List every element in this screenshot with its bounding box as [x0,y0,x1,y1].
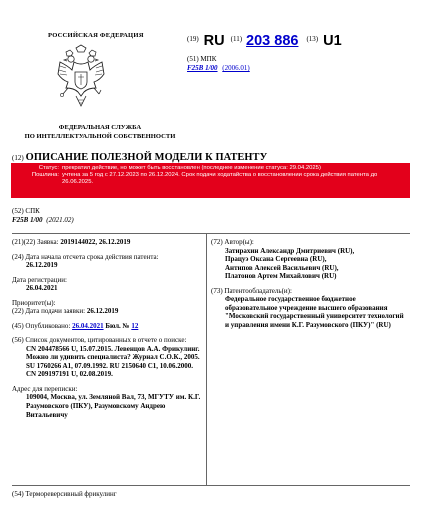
fee-row [15,172,406,186]
author-item: Антипов Алексей Васильевич (RU), [225,263,339,272]
spk-block [12,207,74,225]
filing-value: 26.12.2019 [86,307,119,316]
patent-holder-field: (73) Патентообладатель(и): Федеральное государственное бюджетное образовательное учреждение высшего образования "Московский государственный университет технологий и управления имени К.Г. Разумовского (ПКУ)" (RU) [211,287,409,330]
author-item: Платонов Артем Михайлович (RU) [225,272,337,281]
term-start-value: 26.12.2019 [26,261,58,270]
registration-field: Дата регистрации: 26.04.2021 [12,276,202,293]
mpk-date-link[interactable]: (2006.01) [222,64,250,73]
country-name: РОССИЙСКАЯ ФЕДЕРАЦИЯ [48,32,144,39]
authors-field: (72) Автор(ы): Затирахин Александр Дмитриевич (RU), Працуэ Оксана Сергеевна (RU), Антипов Алексей Васильевич (RU), Платонов Артем Михайлович (RU) [211,238,409,281]
bulletin-number-link[interactable]: 12 [131,321,139,330]
publication-date-link[interactable]: 26.04.2021 [72,321,104,330]
status-banner [11,163,410,198]
address-field: Адрес для переписки: 109004, Москва, ул. Земляной Вал, 73, МГУТУ им. К.Г. Разумовского (ПКУ), Разумовскому Андрею Витальевичу [12,384,201,419]
country-code: RU [203,33,225,49]
bibliographic-right-column [211,238,409,335]
title-code: (12) [12,154,24,162]
cited-documents-field: (56) Список документов, цитированных в отчете о поиске: CN 204478566 U, 15.07.2015. Левенцов А.А. Фрикулинг. Можно ли удивить специалиста? Журнал С.О.К., 2005. SU 1760266 A1, 07.09.1992. RU 2150640 C1, 10.06.2000. CN 209197191 U, 02.08.2019. [12,336,202,379]
term-start-field: (24) Дата начала отсчета срока действия патента: 26.12.2019 [12,253,202,270]
mpk-block [187,55,250,73]
mpk-class-link[interactable]: F25B 1/00 [187,64,218,73]
publication-field: (45) Опубликовано: 26.04.2021 Бюл. № 12 [12,321,139,330]
spk-code: (52) СПК [12,207,40,215]
mpk-code: (51) МПК [187,55,217,63]
spk-date: (2021.02) [46,215,74,224]
priority-field: Приоритет(ы): (22) Дата подачи заявки: 26.12.2019 [12,298,119,316]
cited-documents-value: CN 204478566 U, 15.07.2015. Левенцов А.А. Фрикулинг. Можно ли удивить специалиста? Журнал С.О.К., 2005. SU 1760266 A1, 07.09.1992. RU 2150640 C1, 10.06.2000. CN 209197191 U, 02.08.2019. [26,344,200,379]
spk-class: F25B 1/00 [12,215,43,224]
status-label: Статус: [38,165,59,171]
divider-top [12,233,410,234]
patent-holder-value: Федеральное государственное бюджетное образовательное учреждение высшего образования "Московский государственный университет технологий и управления имени К.Г. Разумовского (ПКУ)" (RU) [225,295,404,329]
coat-of-arms-icon [54,44,108,116]
author-item: Затирахин Александр Дмитриевич (RU), [225,246,355,255]
code-11: (11) [230,35,243,43]
status-text: прекратил действие, но может быть восстановлен (последнее изменение статуса: 29.04.2025) [62,165,321,171]
agency-name [12,124,188,141]
divider-vertical [206,234,207,485]
bibliographic-left-column [12,238,202,425]
agency-line-2: ПО ИНТЕЛЛЕКТУАЛЬНОЙ СОБСТВЕННОСТИ [24,132,176,140]
utility-model-name: (54) Термореверсивный фрикулинг [12,490,117,498]
code-19: (19) [187,35,199,43]
address-value: 109004, Москва, ул. Земляной Вал, 73, МГУТУ им. К.Г. Разумовского (ПКУ), Разумовскому Андрею Витальевичу [26,393,201,419]
divider-bottom [12,485,410,486]
title-text: ОПИСАНИЕ ПОЛЕЗНОЙ МОДЕЛИ К ПАТЕНТУ [25,152,268,163]
code-13: (13) [306,35,319,43]
application-value: 2019144022, 26.12.2019 [60,238,131,246]
fee-label: Пошлина: [31,172,59,179]
author-item: Працуэ Оксана Сергеевна (RU), [225,255,327,264]
registration-value: 26.04.2021 [26,284,58,293]
fee-text: учтена за 5 год с 27.12.2023 по 26.12.2024. Срок подачи ходатайства о восстановлении срока действия патента до 26.06.2025. [62,172,378,186]
patent-number-row [187,34,342,49]
kind-code: U1 [323,33,342,49]
patent-number-link[interactable]: 203 886 [246,33,299,49]
application-field: (21)(22) Заявка: 2019144022, 26.12.2019 [12,238,131,246]
agency-line-1: ФЕДЕРАЛЬНАЯ СЛУЖБА [58,124,142,131]
